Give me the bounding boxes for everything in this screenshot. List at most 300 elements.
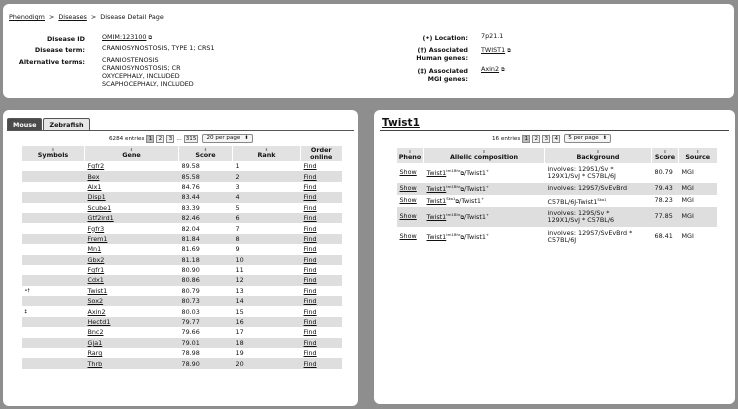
symbols-cell — [22, 275, 85, 285]
allele-link[interactable]: Twist1 — [426, 197, 447, 206]
order-cell — [301, 182, 342, 192]
background-cell — [545, 207, 652, 227]
show-phenotype-link[interactable]: Show — [399, 212, 417, 221]
table-row — [22, 213, 342, 223]
dropdown-chevron-icon: ⬍ — [602, 135, 607, 141]
allele-rest: /Twist1 — [459, 197, 481, 206]
human-genes-label-line2: Human genes: — [416, 54, 468, 62]
gene-link[interactable]: Axin2 — [87, 307, 106, 316]
gene-link[interactable]: Scube1 — [87, 203, 112, 212]
alternative-terms-label: Alternative terms: — [18, 58, 85, 66]
find-link[interactable]: Find — [303, 266, 317, 275]
table-row — [397, 163, 717, 183]
gene-cell — [85, 213, 179, 223]
gene-cell — [85, 161, 179, 171]
show-phenotype-link[interactable]: Show — [399, 184, 417, 193]
tab-divider — [7, 130, 354, 131]
disease-id-value — [102, 33, 152, 42]
page-3-button[interactable]: 3 — [166, 135, 174, 143]
sort-arrows-icon: ⬍ — [51, 147, 55, 152]
source-cell: MGI — [679, 207, 717, 227]
entries-count: 16 entries — [492, 135, 521, 142]
allele-superscript: tm1Bhr — [446, 232, 461, 238]
gene-cell — [85, 296, 179, 306]
symbols-cell — [22, 213, 85, 223]
score-cell: 85.58 — [179, 171, 233, 181]
symbols-cell — [22, 327, 85, 337]
breadcrumb-separator: > — [48, 13, 55, 21]
sort-arrows-icon: ⬍ — [408, 149, 412, 154]
symbols-cell — [22, 203, 85, 213]
entries-count: 6284 entries — [109, 135, 145, 142]
per-page-select[interactable] — [564, 134, 611, 143]
symbols-cell — [22, 171, 85, 181]
gene-title-link[interactable]: Twist1 — [382, 117, 420, 129]
rank-cell: 16 — [233, 317, 301, 327]
gene-link[interactable]: Twist1 — [87, 286, 108, 295]
twist-pager — [492, 134, 611, 143]
table-row — [22, 255, 342, 265]
find-link[interactable]: Find — [303, 338, 317, 347]
table-row — [22, 348, 342, 358]
table-row — [22, 296, 342, 306]
disease-term-label: Disease term: — [34, 46, 85, 54]
page-2-button[interactable]: 2 — [532, 135, 540, 143]
table-row — [22, 338, 342, 348]
background-line: C57BL/6J-Twist1 — [547, 197, 598, 206]
background-superscript: Sko1 — [597, 196, 607, 202]
gene-cell — [85, 338, 179, 348]
symbols-cell — [22, 192, 85, 202]
order-cell — [301, 203, 342, 213]
find-link[interactable]: Find — [303, 255, 317, 264]
rank-cell: 1 — [233, 161, 301, 171]
sort-arrows-icon: ⬍ — [203, 147, 208, 152]
col-allelic-header[interactable]: ⬍ Allelic composition — [424, 148, 545, 163]
sort-arrows-icon: ⬍ — [129, 147, 134, 152]
external-link-icon: ⧉ — [460, 235, 465, 242]
rank-cell: 5 — [233, 203, 301, 213]
col-pheno-header[interactable]: ⬍ Pheno — [397, 148, 424, 163]
order-cell — [301, 234, 342, 244]
score-cell: 80.90 — [179, 265, 233, 275]
models-panel — [3, 110, 358, 406]
find-link[interactable]: Find — [303, 359, 317, 368]
symbols-cell — [22, 348, 85, 358]
rank-cell: 2 — [233, 171, 301, 181]
gene-cell — [85, 203, 179, 213]
table-row — [22, 317, 342, 327]
page-3-button[interactable]: 3 — [542, 135, 550, 143]
order-cell — [301, 213, 342, 223]
show-phenotype-link[interactable]: Show — [399, 168, 417, 177]
gene-cell — [85, 244, 179, 254]
mouse-pager — [109, 134, 253, 143]
table-row — [22, 306, 342, 316]
pheno-cell — [397, 183, 424, 195]
gene-cell — [85, 317, 179, 327]
table-row — [22, 327, 342, 337]
allele-rest-superscript: + — [485, 232, 490, 238]
find-link[interactable]: Find — [303, 328, 317, 337]
score-cell: 80.73 — [179, 296, 233, 306]
allele-link[interactable]: Twist1 — [426, 213, 447, 222]
pheno-cell — [397, 207, 424, 227]
background-line: 129X1/SvJ * C57BL/6 — [547, 216, 615, 224]
col-gene-header[interactable]: ⬍ Gene — [85, 146, 179, 161]
symbols-cell — [22, 317, 85, 327]
symbols-cell — [22, 338, 85, 348]
sort-arrows-icon: ⬍ — [696, 149, 700, 154]
col-score-header[interactable]: ⬍ Score — [179, 146, 233, 161]
per-page-value: 5 per page — [568, 135, 599, 141]
gene-cell — [85, 275, 179, 285]
table-row — [397, 195, 717, 207]
symbols-cell — [22, 265, 85, 275]
human-genes-label — [358, 46, 468, 62]
score-cell: 79.66 — [179, 327, 233, 337]
per-page-value: 20 per page — [206, 135, 241, 141]
allele-rest: /Twist1 — [464, 213, 486, 222]
score-cell: 68.41 — [652, 227, 679, 247]
breadcrumb — [9, 13, 164, 21]
page-1-button[interactable]: 1 — [146, 135, 154, 143]
table-row — [22, 234, 342, 244]
allele-rest-superscript: + — [485, 168, 490, 174]
table-row — [22, 192, 342, 202]
symbols-cell — [22, 255, 85, 265]
symbols-cell — [22, 182, 85, 192]
gene-cell — [85, 182, 179, 192]
allele-link[interactable]: Twist1 — [426, 185, 447, 194]
table-row — [22, 203, 342, 213]
alternative-term: SCAPHOCEPHALY, INCLUDED — [102, 80, 194, 88]
order-cell — [301, 358, 342, 368]
disease-id-link[interactable]: OMIM:123100 — [102, 33, 147, 41]
table-row — [22, 244, 342, 254]
rank-cell: 3 — [233, 182, 301, 192]
score-cell: 77.85 — [652, 207, 679, 227]
external-link-icon: ⧉ — [455, 199, 460, 206]
score-cell: 89.58 — [179, 161, 233, 171]
source-cell: MGI — [679, 227, 717, 247]
order-cell — [301, 327, 342, 337]
table-row — [22, 161, 342, 171]
gene-cell — [85, 327, 179, 337]
gene-link[interactable]: Gja1 — [87, 338, 103, 347]
gene-link[interactable]: Fgfr1 — [87, 266, 105, 275]
order-cell — [301, 296, 342, 306]
score-cell: 80.79 — [652, 163, 679, 183]
pheno-cell — [397, 227, 424, 247]
rank-cell: 17 — [233, 327, 301, 337]
table-row — [22, 358, 342, 368]
score-cell: 81.84 — [179, 234, 233, 244]
score-cell: 82.46 — [179, 213, 233, 223]
col-symbols-header[interactable]: ⬍ Symbols — [22, 146, 85, 161]
show-phenotype-link[interactable]: Show — [399, 232, 417, 241]
pheno-cell — [397, 195, 424, 207]
alternative-term: CRANIOSYNOSTOSIS; CR — [102, 64, 181, 72]
symbols-cell — [22, 161, 85, 171]
human-genes-label-line1: (†) Associated — [417, 46, 468, 54]
mouse-models-table — [21, 146, 342, 369]
find-link[interactable]: Find — [303, 276, 317, 285]
external-link-icon: ⧉ — [507, 48, 511, 54]
rank-cell: 14 — [233, 296, 301, 306]
gene-detail-panel — [374, 110, 735, 404]
score-cell: 79.43 — [652, 183, 679, 195]
allele-superscript: tm1Bhr — [446, 212, 461, 218]
source-cell: MGI — [679, 183, 717, 195]
score-cell: 79.77 — [179, 317, 233, 327]
gene-cell — [85, 265, 179, 275]
table-row — [22, 171, 342, 181]
gene-cell — [85, 306, 179, 316]
order-cell — [301, 192, 342, 202]
score-cell: 80.86 — [179, 275, 233, 285]
find-link[interactable]: Find — [303, 172, 317, 181]
show-phenotype-link[interactable]: Show — [399, 196, 417, 205]
alternative-term: OXYCEPHALY, INCLUDED — [102, 72, 180, 80]
page-ellipsis: ... — [176, 135, 182, 142]
background-line: involves: 129S7/SvEvBrd — [547, 184, 628, 193]
col-score-header[interactable]: ⬍ Score — [652, 148, 679, 163]
human-genes-value — [481, 46, 511, 55]
breadcrumb-phenodigm-link[interactable]: Phenodigm — [9, 13, 45, 21]
symbols-cell: ‡ — [22, 306, 85, 316]
gene-link[interactable]: Thrb — [87, 359, 103, 368]
allelic-cell — [424, 207, 545, 227]
source-cell: MGI — [679, 163, 717, 183]
find-link[interactable]: Find — [303, 182, 317, 191]
gene-link[interactable]: Fgfr2 — [87, 162, 105, 171]
external-link-icon: ⧉ — [460, 171, 465, 178]
gene-link[interactable]: Rarg — [87, 349, 103, 358]
background-cell — [545, 183, 652, 195]
page-last-button[interactable]: 315 — [185, 135, 197, 142]
rank-cell: 9 — [233, 244, 301, 254]
background-line: C57BL/6J — [547, 236, 577, 244]
rank-cell: 12 — [233, 275, 301, 285]
allele-link[interactable]: Twist1 — [426, 233, 447, 242]
sort-arrows-icon: ⬍ — [663, 149, 667, 154]
table-row — [22, 286, 342, 296]
sort-arrows-icon: ⬍ — [264, 147, 269, 152]
order-cell — [301, 265, 342, 275]
symbols-cell — [22, 223, 85, 233]
background-line: involves: 129S/Sv * — [547, 208, 610, 217]
disease-info-panel — [3, 4, 734, 98]
title-divider — [380, 130, 729, 131]
rank-cell: 6 — [233, 213, 301, 223]
breadcrumb-separator: > — [90, 13, 97, 21]
allele-superscript: tm1Bhr — [446, 168, 461, 174]
rank-cell: 20 — [233, 358, 301, 368]
axin2-mgi-gene-link[interactable]: Axin2 — [481, 65, 500, 73]
rank-cell: 11 — [233, 265, 301, 275]
col-background-header[interactable]: ⬍ Background — [545, 148, 652, 163]
location-value: 7p21.1 — [481, 32, 504, 40]
mouse-table-body — [22, 161, 342, 369]
order-cell — [301, 244, 342, 254]
background-cell — [545, 227, 652, 247]
page-2-button[interactable]: 2 — [156, 135, 164, 143]
gene-link[interactable]: Gtf2ird1 — [87, 214, 114, 223]
gene-cell — [85, 348, 179, 358]
order-cell — [301, 275, 342, 285]
find-link[interactable]: Find — [303, 318, 317, 327]
table-row — [397, 207, 717, 227]
sort-arrows-icon: ⬍ — [482, 149, 486, 154]
gene-link[interactable]: Gbx2 — [87, 255, 105, 264]
mgi-genes-label-line1: (‡) Associated — [417, 67, 468, 75]
external-link-icon: ⧉ — [148, 35, 153, 41]
score-cell: 84.76 — [179, 182, 233, 192]
gene-link[interactable]: Bnc2 — [87, 328, 104, 337]
allelic-cell — [424, 227, 545, 247]
gene-link[interactable]: Disp1 — [87, 193, 106, 202]
table-row — [397, 183, 717, 195]
table-row — [22, 275, 342, 285]
gene-link[interactable]: Sox2 — [87, 297, 104, 306]
page-4-button[interactable]: 4 — [552, 135, 560, 143]
rank-cell: 19 — [233, 348, 301, 358]
find-link[interactable]: Find — [303, 297, 317, 306]
score-cell: 81.18 — [179, 255, 233, 265]
score-cell: 78.23 — [652, 195, 679, 207]
mgi-genes-label — [358, 67, 468, 83]
gene-link[interactable]: Fgfr3 — [87, 224, 105, 233]
background-line: 129X1/SvJ * C57BL/6J — [547, 172, 616, 180]
phenotype-table-body — [397, 163, 717, 247]
allele-rest: /Twist1 — [464, 185, 486, 194]
find-link[interactable]: Find — [303, 214, 317, 223]
table-row — [22, 265, 342, 275]
gene-link[interactable]: Hectd1 — [87, 318, 111, 327]
order-cell — [301, 286, 342, 296]
find-link[interactable]: Find — [303, 245, 317, 254]
symbols-cell — [22, 234, 85, 244]
background-line: involves: 129S1/Sv * — [547, 164, 614, 173]
species-tabs — [7, 118, 91, 130]
score-cell: 83.44 — [179, 192, 233, 202]
gene-cell — [85, 286, 179, 296]
allele-rest-superscript: + — [480, 196, 485, 202]
rank-cell: 13 — [233, 286, 301, 296]
page-1-button[interactable]: 1 — [522, 135, 530, 143]
gene-link[interactable]: Frem1 — [87, 234, 108, 243]
order-cell — [301, 306, 342, 316]
gene-link[interactable]: Bex — [87, 172, 100, 181]
col-order-header[interactable]: Order online — [301, 146, 342, 161]
rank-cell: 4 — [233, 192, 301, 202]
find-link[interactable]: Find — [303, 162, 317, 171]
table-row — [397, 227, 717, 247]
score-cell: 78.98 — [179, 348, 233, 358]
tab-mouse[interactable]: Mouse — [7, 118, 42, 130]
find-link[interactable]: Find — [303, 307, 317, 316]
twist1-human-gene-link[interactable]: TWIST1 — [481, 46, 506, 54]
alternative-terms-list — [102, 56, 194, 88]
score-cell: 80.03 — [179, 306, 233, 316]
external-link-icon: ⧉ — [501, 67, 505, 73]
mgi-genes-value — [481, 65, 505, 74]
allele-link[interactable]: Twist1 — [426, 169, 447, 178]
background-cell — [545, 163, 652, 183]
allele-superscript: Sko1 — [446, 196, 456, 202]
allele-rest-superscript: + — [485, 184, 490, 190]
find-link[interactable]: Find — [303, 193, 317, 202]
rank-cell: 10 — [233, 255, 301, 265]
allele-rest-superscript: + — [485, 212, 490, 218]
col-source-header[interactable]: ⬍ Source — [679, 148, 717, 163]
gene-cell — [85, 223, 179, 233]
source-cell: MGI — [679, 195, 717, 207]
per-page-select[interactable] — [202, 134, 252, 143]
gene-link[interactable]: Cdx1 — [87, 276, 104, 285]
table-row — [22, 182, 342, 192]
breadcrumb-current: Disease Detail Page — [100, 13, 164, 21]
score-cell: 78.90 — [179, 358, 233, 368]
score-cell: 81.69 — [179, 244, 233, 254]
alternative-term: CRANIOSTENOSIS — [102, 56, 159, 64]
order-cell — [301, 317, 342, 327]
symbols-cell — [22, 296, 85, 306]
allele-superscript: tm1Bhr — [446, 184, 461, 190]
find-link[interactable]: Find — [303, 349, 317, 358]
find-link[interactable]: Find — [303, 286, 317, 295]
find-link[interactable]: Find — [303, 203, 317, 212]
breadcrumb-diseases-link[interactable]: Diseases — [58, 13, 87, 21]
mgi-genes-label-line2: MGI genes: — [427, 75, 468, 83]
rank-cell: 18 — [233, 338, 301, 348]
score-cell: 79.01 — [179, 338, 233, 348]
dropdown-chevron-icon: ⬍ — [244, 135, 249, 141]
find-link[interactable]: Find — [303, 234, 317, 243]
background-line: involves: 129S7/SvEvBrd * — [547, 228, 633, 237]
phenotype-table — [396, 148, 717, 247]
col-rank-header[interactable]: ⬍ Rank — [233, 146, 301, 161]
gene-cell — [85, 358, 179, 368]
gene-cell — [85, 255, 179, 265]
gene-link[interactable]: Mn1 — [87, 245, 102, 254]
order-cell — [301, 171, 342, 181]
score-cell: 83.39 — [179, 203, 233, 213]
rank-cell: 8 — [233, 234, 301, 244]
background-cell — [545, 195, 652, 207]
score-cell: 80.79 — [179, 286, 233, 296]
symbols-cell: •† — [22, 286, 85, 296]
order-cell — [301, 338, 342, 348]
allele-rest: /Twist1 — [464, 233, 486, 242]
sort-arrows-icon: ⬍ — [596, 149, 600, 154]
gene-cell — [85, 234, 179, 244]
external-link-icon: ⧉ — [460, 187, 465, 194]
gene-cell — [85, 192, 179, 202]
find-link[interactable]: Find — [303, 224, 317, 233]
symbols-cell — [22, 358, 85, 368]
score-cell: 82.04 — [179, 223, 233, 233]
rank-cell: 7 — [233, 223, 301, 233]
tab-zebrafish[interactable]: Zebrafish — [43, 118, 89, 130]
location-label: (•) Location: — [422, 34, 468, 42]
order-cell — [301, 348, 342, 358]
order-cell — [301, 161, 342, 171]
table-row — [22, 223, 342, 233]
gene-link[interactable]: Alx1 — [87, 182, 102, 191]
allele-rest: /Twist1 — [464, 169, 486, 178]
